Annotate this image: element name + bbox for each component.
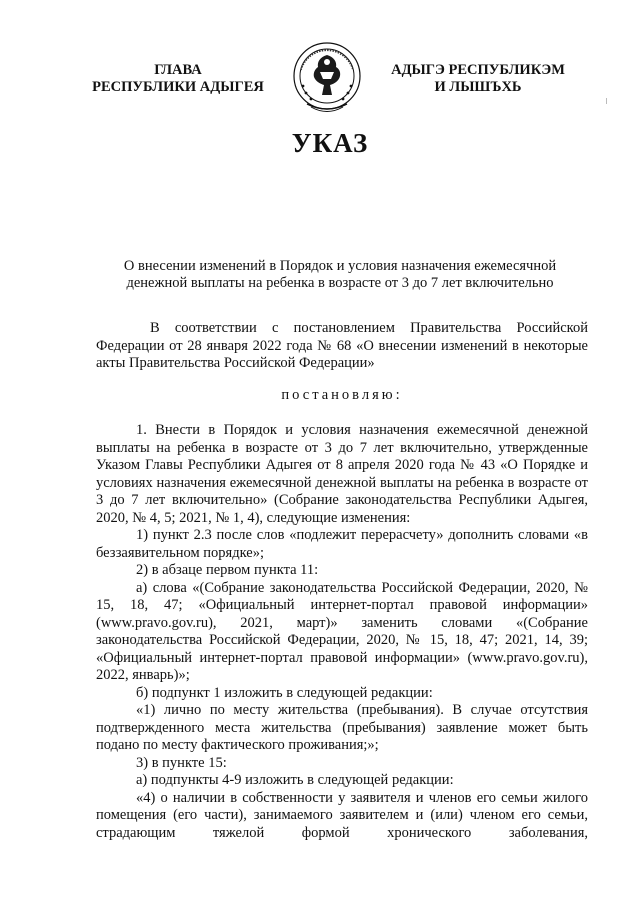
- body-paragraph: 1. Внести в Порядок и условия назначения ежемесячной денежной выплаты на ребенка в возрасте от 3 до 7 лет включительно, утвержденные Указом Главы Республики Адыгея от 8 апреля 2020 года № 43 «О Порядке и условиях назначения ежемесячной денежной выплаты на ребенка в возрасте от 3 до 7 лет включительно» (Собрание законодательства Республики Адыгея, 2020, № 4, 5; 2021, № 1, 4), следующие изменения:: [96, 422, 588, 526]
- document-subject: О внесении изменений в Порядок и условия назначения ежемесячной денежной выплаты на ребенка в возрасте от 3 до 7 лет включительно: [123, 258, 557, 291]
- body-paragraph: а) подпункты 4-9 изложить в следующей редакции:: [136, 772, 454, 788]
- issuer-name-adyghe: [378, 62, 578, 96]
- document-title: УКАЗ: [291, 128, 369, 158]
- decree-word: постановляю:: [281, 386, 403, 403]
- body-paragraph: «1) лично по месту жительства (пребывания). В случае отсутствия подтвержденного места жительства (пребывания) заявление может быть подано по месту фактического проживания;»;: [96, 702, 588, 753]
- document-body: [96, 320, 588, 842]
- body-paragraph: 2) в абзаце первом пункта 11:: [136, 562, 319, 578]
- coat-of-arms-icon: [287, 40, 367, 118]
- issuer-name-russian: [78, 62, 278, 96]
- body-paragraph: «4) о наличии в собственности у заявителя и членов его семьи жилого помещения (его части), занимаемого заявителем и (или) членом его семьи, страдающим тяжелой формой хронического заболевания,: [96, 789, 588, 841]
- body-paragraph: б) подпункт 1 изложить в следующей редакции:: [136, 684, 433, 701]
- issuer-adyghe-line-2: И ЛЫШЪХЬ: [434, 79, 522, 95]
- body-paragraph: 1) пункт 2.3 после слов «подлежит перерасчету» дополнить словами «в беззаявительном порядке»;: [96, 527, 588, 561]
- intro-paragraph: В соответствии с постановлением Правительства Российской Федерации от 28 января 2022 года № 68 «О внесении изменений в некоторые акты Правительства Российской Федерации»: [96, 320, 588, 371]
- issuer-adyghe-line-1: АДЫГЭ РЕСПУБЛИКЭМ: [391, 62, 565, 78]
- scan-mark: [606, 98, 607, 104]
- issuer-line-1: ГЛАВА: [154, 62, 202, 78]
- document-header: [0, 40, 640, 120]
- body-paragraph: 3) в пункте 15:: [136, 754, 227, 771]
- issuer-line-2: РЕСПУБЛИКИ АДЫГЕЯ: [92, 79, 264, 95]
- body-paragraph: а) слова «(Собрание законодательства Российской Федерации, 2020, № 15, 18, 47; «Официальный интернет-портал правовой информации» (www.pravo.gov.ru), 2021, март)» заменить словами «(Собрание законодательства Российской Федерации, 2020, № 15, 18, 47; 2021, 14, 39; «Официальный интернет-портал правовой информации» (www.pravo.gov.ru), 2022, январь)»;: [96, 579, 588, 683]
